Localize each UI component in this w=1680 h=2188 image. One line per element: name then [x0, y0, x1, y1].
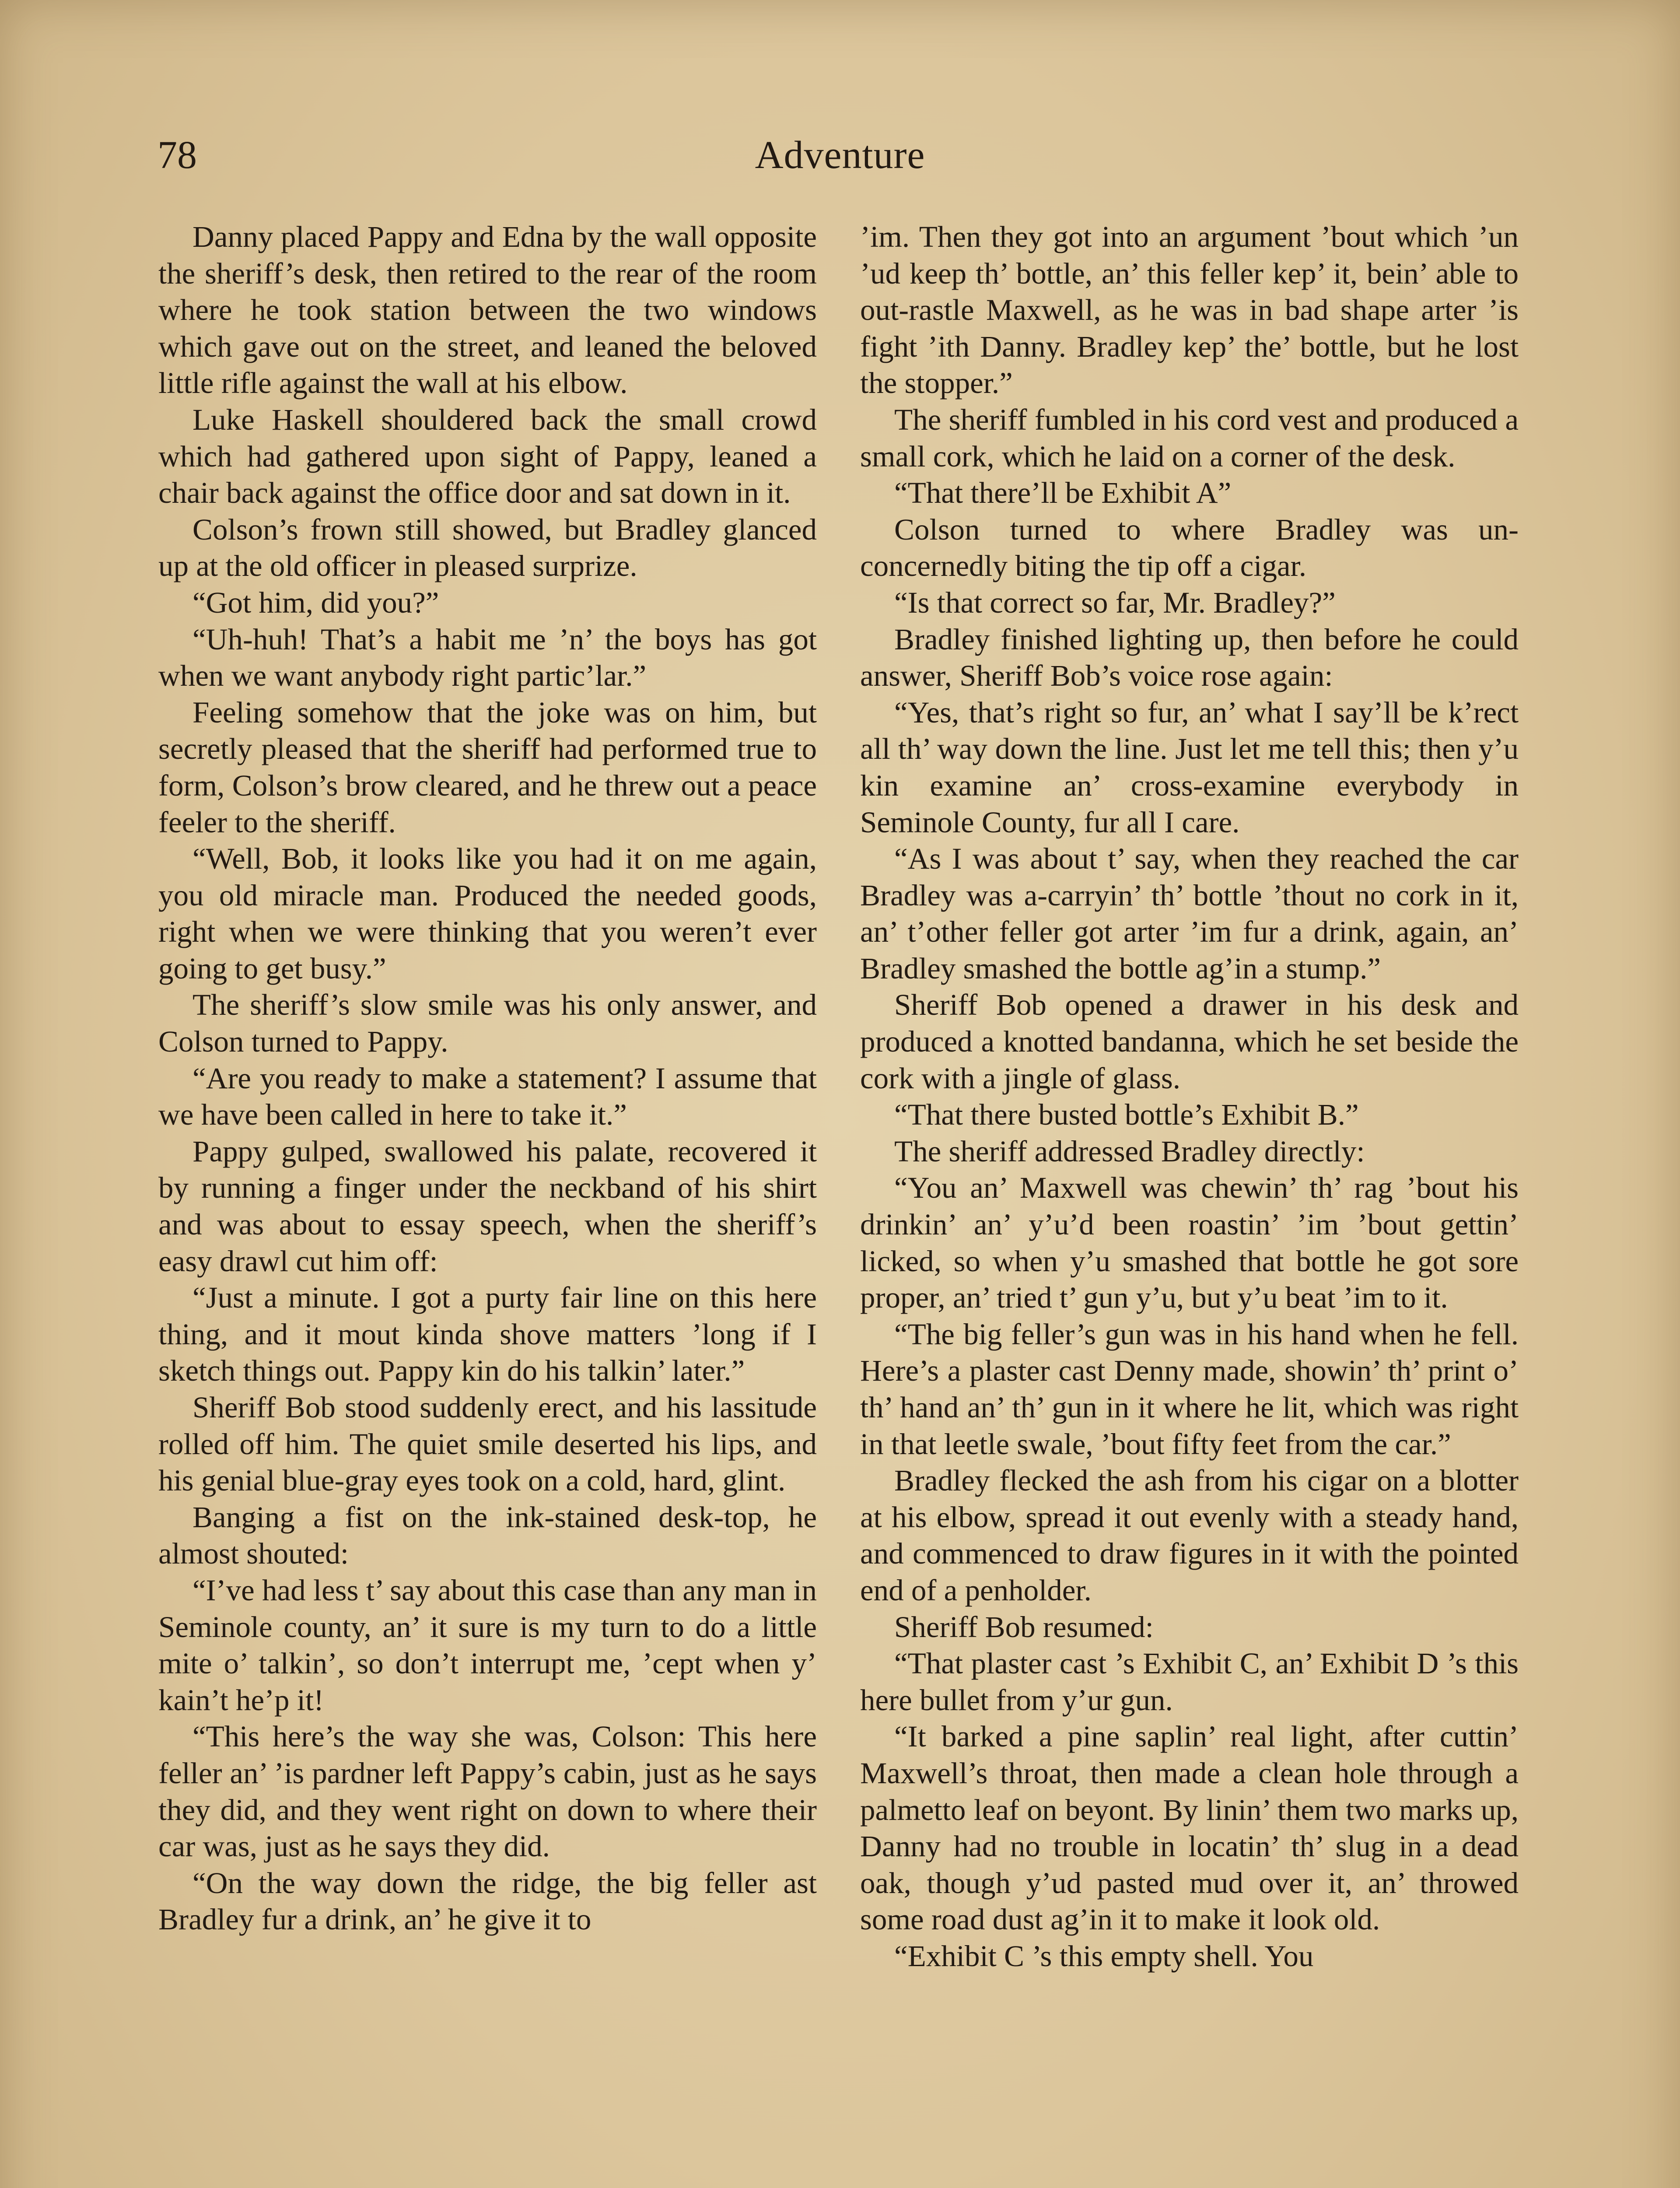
- paragraph: Sheriff Bob opened a drawer in his desk and produced a knotted bandanna, which he set beside the cork with a jingle of glass.: [860, 988, 1519, 1095]
- paragraph: “Is that correct so far, Mr. Bradley?”: [894, 586, 1336, 619]
- paragraph: “This here’s the way she was, Colson: This here feller an’ ’is pardner left Pappy’s cabin, just as he says they did, and they went right on down to where their car was, just as he says they did.: [158, 1720, 817, 1863]
- page-number: 78: [158, 133, 197, 177]
- paragraph: Sheriff Bob resumed:: [894, 1610, 1154, 1644]
- left-column: [158, 219, 817, 1938]
- paragraph: “Are you ready to make a statement? I assume that we have been called in here to take it.”: [158, 1061, 817, 1132]
- paragraph: Banging a fist on the ink-stained desk-top, he almost shouted:: [158, 1500, 817, 1571]
- paragraph: Bradley finished lighting up, then before he could answer, Sheriff Bob’s voice rose again:: [860, 622, 1519, 693]
- paragraph: “As I was about t’ say, when they reached the car Bradley was a-carryin’ th’ bottle ’thout no cork in it, an’ t’other feller got arter ’im fur a drink, again, an’ Bradley smashed the bottle ag’in a stump.”: [860, 842, 1519, 985]
- paragraph: “Yes, that’s right so fur, an’ what I say’ll be k’rect all th’ way down the line. Just let me tell this; then y’u kin examine an’ cross-examine everybody in Seminole County, fur all I care.: [860, 695, 1519, 839]
- continued-paragraph: ’im. Then they got into an argument ’bout which ’un ’ud keep th’ bottle, an’ this feller kep’ it, bein’ able to out-rastle Maxwell, as he was in bad shape arter ’is fight ’ith Danny. Bradley kep’ the’ bottle, but he lost the stopper.”: [860, 220, 1519, 400]
- paragraph: Feeling somehow that the joke was on him, but secretly pleased that the sheriff had performed true to form, Colson’s brow cleared, and he threw out a peace feeler to the sheriff.: [158, 695, 817, 839]
- paragraph: Colson turned to where Bradley was unconcernedly biting the tip off a cigar.: [860, 512, 1519, 583]
- paragraph: “That plaster cast ’s Exhibit C, an’ Exhibit D ’s this here bullet from y’ur gun.: [860, 1647, 1519, 1717]
- paragraph: “It barked a pine saplin’ real light, after cuttin’ Maxwell’s throat, then made a clean hole through a palmetto leaf on beyont. By linin’ them two marks up, Danny had no trouble in locatin’ th’ slug in a dead oak, though y’ud pasted mud over it, an’ throwed some road dust ag’in it to make it look old.: [860, 1720, 1519, 1936]
- paragraph: “I’ve had less t’ say about this case than any man in Seminole county, an’ it sure is my turn to do a little mite o’ talkin’, so don’t interrupt me, ’cept when y’ kain’t he’p it!: [158, 1573, 817, 1717]
- paragraph: Bradley flecked the ash from his cigar on a blotter at his elbow, spread it out evenly with a steady hand, and commenced to draw figures in it with the pointed end of a penholder.: [860, 1464, 1519, 1607]
- paragraph: The sheriff addressed Bradley directly:: [894, 1134, 1365, 1168]
- paragraph: “You an’ Maxwell was chewin’ th’ rag ’bout his drinkin’ an’ y’u’d been roastin’ ’im ’bout gettin’ licked, so when y’u smashed that bottle he got sore proper, an’ tried t’ gun y’u, but y’u beat ’im to it.: [860, 1171, 1519, 1315]
- paragraph: “That there busted bottle’s Exhibit B.”: [894, 1098, 1359, 1132]
- page-header: [158, 123, 1522, 188]
- paragraph: The sheriff’s slow smile was his only answer, and Colson turned to Pappy.: [158, 988, 817, 1059]
- paragraph: “Exhibit C ’s this empty shell. You: [894, 1939, 1314, 1973]
- paragraph: Danny placed Pappy and Edna by the wall opposite the sheriff’s desk, then retired to the rear of the room where he took station between the two windows which gave out on the street, and leaned the beloved little rifle against the wall at his elbow.: [158, 220, 817, 400]
- paragraph: Colson’s frown still showed, but Bradley glanced up at the old officer in pleased surprize.: [158, 512, 817, 583]
- paragraph: The sheriff fumbled in his cord vest and produced a small cork, which he laid on a corner of the desk.: [860, 403, 1519, 473]
- right-column: [860, 219, 1519, 1975]
- paragraph: “Uh-huh! That’s a habit me ’n’ the boys has got when we want anybody right partic’lar.”: [158, 622, 817, 693]
- running-title: Adventure: [755, 133, 925, 177]
- paragraph: “Just a minute. I got a purty fair line on this here thing, and it mout kinda shove matters ’long if I sketch things out. Pappy kin do his talkin’ later.”: [158, 1281, 817, 1388]
- paragraph: “That there’ll be Exhibit A”: [894, 476, 1232, 510]
- paragraph: “The big feller’s gun was in his hand when he fell. Here’s a plaster cast Denny made, showin’ th’ print o’ th’ hand an’ th’ gun in it where he lit, which was right in that leetle swale, ’bout fifty feet from the car.”: [860, 1317, 1519, 1461]
- paragraph: “On the way down the ridge, the big feller ast Bradley fur a drink, an’ he give it to: [158, 1866, 817, 1936]
- paragraph: Pappy gulped, swallowed his palate, recovered it by running a finger under the neckband of his shirt and was about to essay speech, when the sheriff’s easy drawl cut him off:: [158, 1134, 817, 1278]
- paragraph: “Got him, did you?”: [192, 586, 439, 619]
- paragraph: “Well, Bob, it looks like you had it on me again, you old miracle man. Produced the needed goods, right when we were thinking that you weren’t ever going to get busy.”: [158, 842, 817, 985]
- paragraph: Luke Haskell shouldered back the small crowd which had gathered upon sight of Pappy, leaned a chair back against the office door and sat down in it.: [158, 403, 817, 510]
- paragraph: Sheriff Bob stood suddenly erect, and his lassitude rolled off him. The quiet smile deserted his lips, and his genial blue-gray eyes took on a cold, hard, glint.: [158, 1391, 817, 1497]
